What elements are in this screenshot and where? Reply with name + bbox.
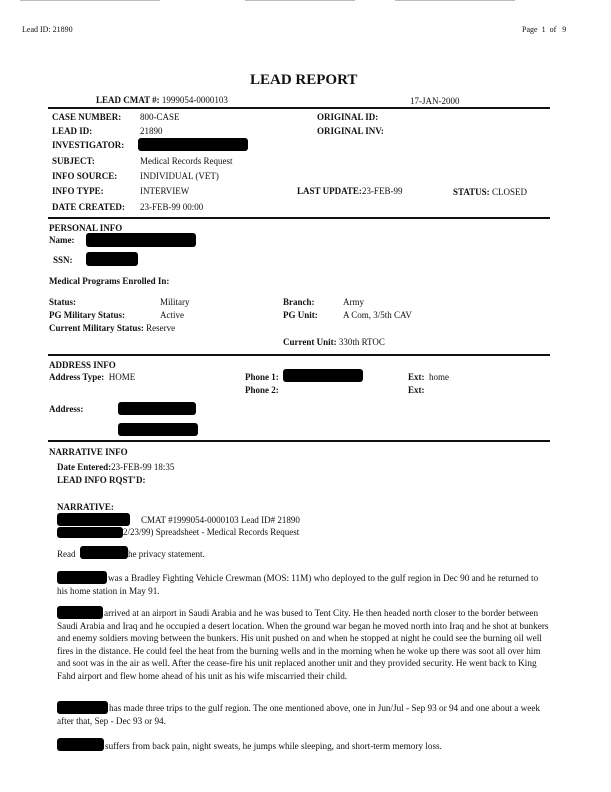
date-created-value: 23-FEB-99 00:00 (140, 202, 204, 212)
personal-section-title: PERSONAL INFO (49, 223, 123, 233)
redaction-name (86, 233, 196, 247)
narrative-paragraph-1: was a Bradley Fighting Vehicle Crewman (MOS: 11M) who deployed to the gulf region in Dec 90 and he returned to his home station in May 91. (57, 573, 539, 596)
date-entered-value: 23-FEB-99 18:35 (111, 462, 175, 472)
narrative-ref-line1: CMAT #1999054-0000103 Lead ID# 21890 (141, 515, 300, 525)
header-rule (48, 107, 550, 109)
redaction-narrative-ref2 (57, 527, 123, 538)
subject-label: SUBJECT: (52, 156, 95, 166)
ext1-label: Ext: (408, 372, 425, 382)
original-id-label: ORIGINAL ID: (317, 112, 379, 122)
narrative-label: NARRATIVE: (57, 502, 114, 512)
programs-label: Medical Programs Enrolled In: (49, 276, 170, 286)
personal-rule (48, 354, 550, 356)
redaction-ssn (86, 252, 138, 266)
cmat-line (96, 95, 228, 105)
lead-info-label: LEAD INFO RQST'D: (57, 475, 146, 485)
status-field-label: Status: (49, 297, 77, 307)
narrative-paragraph-2: arrived at an airport in Saudi Arabia and he was bused to Tent City. He then headed north closer to the border between Saudi Arabia and Iraq and he occupied a desert location. When the ground war began he moved north into Iraq and he shot at bunkers and enemy soldiers moving between the bunkers. His unit pushed on and when he stopped at night he could see the burning oil well fires in the distance. He could feel the heat from the burning wells and in the morning when he woke up there was soot all over him and soot was in the air as well. After the cease-fire his unit replaced another unit and they provided security. He went back to King Fahd airport and flew home ahead of his unit as his wife miscarried their child. (57, 608, 549, 681)
scan-edge-line (245, 0, 355, 1)
original-inv-label: ORIGINAL INV: (317, 126, 384, 136)
narrative-paragraph-4: suffers from back pain, night sweats, he jumps while sleeping, and short-term memory loss. (105, 741, 442, 751)
narrative-ref-line2: 2/23/99) Spreadsheet - Medical Records Request (123, 527, 300, 537)
pg-military-status-value: Active (160, 310, 184, 320)
page-total: 9 (562, 25, 567, 34)
read-suffix: he privacy statement. (128, 549, 205, 559)
last-update-label: LAST UPDATE: (297, 186, 362, 196)
redaction-address-line1 (118, 402, 196, 415)
ext2-label: Ext: (408, 385, 425, 395)
last-update (297, 186, 402, 196)
info-type-value: INTERVIEW (140, 186, 190, 196)
scan-edge-line (395, 0, 515, 1)
last-update-value: 23-FEB-99 (361, 186, 403, 196)
current-military-status (49, 323, 175, 333)
investigator-label: INVESTIGATOR: (52, 140, 125, 150)
cmat-value: 1999054-0000103 (161, 95, 228, 105)
page-title: LEAD REPORT (250, 72, 358, 88)
narrative-section-title: NARRATIVE INFO (49, 447, 128, 457)
info-source-value: INDIVIDUAL (VET) (140, 171, 219, 181)
ext1-value: home (429, 372, 449, 382)
address-section-title: ADDRESS INFO (49, 360, 116, 370)
address-type-value: HOME (108, 372, 136, 382)
cmat-label: LEAD CMAT #: (96, 95, 160, 105)
report-date: 17-JAN-2000 (410, 96, 460, 106)
pg-military-status-label: PG Military Status: (49, 310, 125, 320)
phone1-label: Phone 1: (245, 372, 279, 382)
pg-unit-value: A Com, 3/5th CAV (343, 310, 412, 320)
redaction-investigator (138, 138, 248, 151)
case-number-label: CASE NUMBER: (52, 112, 122, 122)
read-prefix: Read (57, 549, 76, 559)
date-entered (57, 462, 174, 472)
redaction-read (80, 546, 128, 559)
status-label: STATUS: (453, 187, 490, 197)
current-military-status-value: Reserve (146, 323, 176, 333)
pg-unit-label: PG Unit: (283, 310, 318, 320)
ssn-label: SSN: (53, 255, 73, 265)
status (453, 187, 527, 197)
current-unit-value: 330th RTOC (338, 337, 385, 347)
case-rule (48, 217, 550, 219)
redaction-address-line2 (118, 423, 198, 436)
lead-id-value: 21890 (140, 126, 163, 136)
current-unit (283, 337, 385, 347)
page-label: Page (522, 25, 538, 34)
subject-value: Medical Records Request (140, 156, 233, 166)
lead-id-label: LEAD ID: (52, 126, 93, 136)
status-badge: CLOSED (491, 187, 527, 197)
branch-value: Army (343, 297, 364, 307)
address-rule (48, 440, 550, 442)
date-entered-label: Date Entered: (57, 462, 112, 472)
redaction-phone1 (283, 369, 363, 382)
address-type-label: Address Type: (49, 372, 105, 382)
current-unit-label: Current Unit: (283, 337, 337, 347)
address-label: Address: (49, 404, 84, 414)
info-source-label: INFO SOURCE: (52, 171, 118, 181)
narrative-paragraph-3: has made three trips to the gulf region. The one mentioned above, one in Jun/Jul - Sep 93 or 94 and one about a week after that, Sep - Dec 93 or 94. (57, 703, 541, 726)
status-field-value: Military (160, 297, 190, 307)
header-lead-id: Lead ID: 21890 (22, 25, 73, 34)
current-military-status-label: Current Military Status: (49, 323, 144, 333)
name-label: Name: (49, 235, 75, 245)
date-created-label: DATE CREATED: (52, 202, 125, 212)
case-number-value: 800-CASE (140, 112, 180, 122)
phone2-label: Phone 2: (245, 385, 279, 395)
address-type (49, 372, 135, 382)
info-type-label: INFO TYPE: (52, 186, 104, 196)
page-of: of (549, 25, 557, 34)
branch-label: Branch: (283, 297, 315, 307)
page-indicator (522, 25, 566, 34)
page-number: 1 (541, 25, 546, 34)
redaction-narrative-ref1 (57, 513, 130, 526)
scan-edge-line (20, 0, 160, 1)
